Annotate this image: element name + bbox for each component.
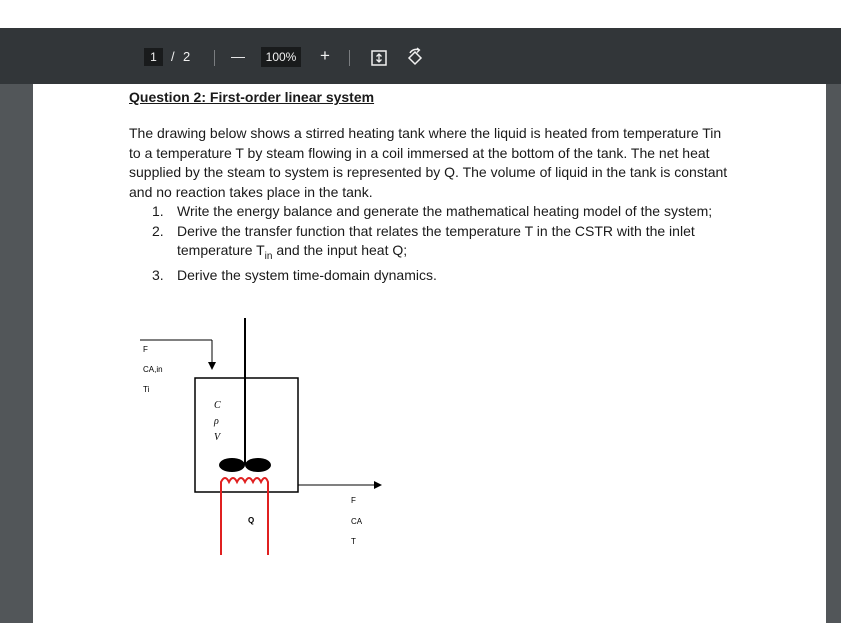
task-text: Derive the transfer function that relates the temperature T in the CSTR with the inlet temperature T [177, 222, 695, 258]
task-text: Derive the system time-domain dynamics. [177, 267, 437, 284]
inlet-label: F [143, 345, 148, 354]
inlet-label: CA,in [143, 365, 163, 374]
outlet-label: T [351, 537, 356, 546]
tank-label: ρ [214, 416, 219, 427]
task-number: 2. [152, 222, 164, 239]
task-number: 3. [152, 267, 164, 284]
heating-coil [221, 478, 268, 555]
inlet-label: Ti [143, 385, 150, 394]
page-number-input[interactable]: 1 [144, 48, 163, 66]
zoom-level-input[interactable]: 100% [261, 47, 301, 67]
outlet-label: F [351, 496, 356, 505]
tank-vessel [195, 378, 298, 492]
total-pages: 2 [183, 49, 191, 64]
outlet-label: CA [351, 517, 363, 526]
tank-label: V [214, 432, 221, 443]
impeller-blade [245, 458, 271, 472]
page-separator: / [171, 49, 175, 64]
tank-label: C [214, 400, 221, 411]
question-heading: Question 2: First-order linear system [129, 89, 375, 105]
zoom-out-button[interactable]: — [231, 48, 245, 64]
task-text: Write the energy balance and generate the mathematical heating model of the system; [177, 203, 713, 219]
task-text: and the input heat Q; [272, 242, 408, 258]
subscript: in [264, 250, 273, 262]
problem-description: The drawing below shows a stirred heating tank where the liquid is heated from temperature Tin to a temperature T by steam flowing in a coil immersed at the bottom of the tank. The net heat supplied by the steam to system is represented by Q. The volume of liquid in the tank is constant and no reaction takes place in the tank. [129, 125, 728, 200]
impeller-blade [219, 458, 245, 472]
zoom-in-button[interactable]: + [320, 46, 330, 65]
task-number: 1. [152, 203, 164, 219]
heat-label: Q [248, 516, 255, 525]
